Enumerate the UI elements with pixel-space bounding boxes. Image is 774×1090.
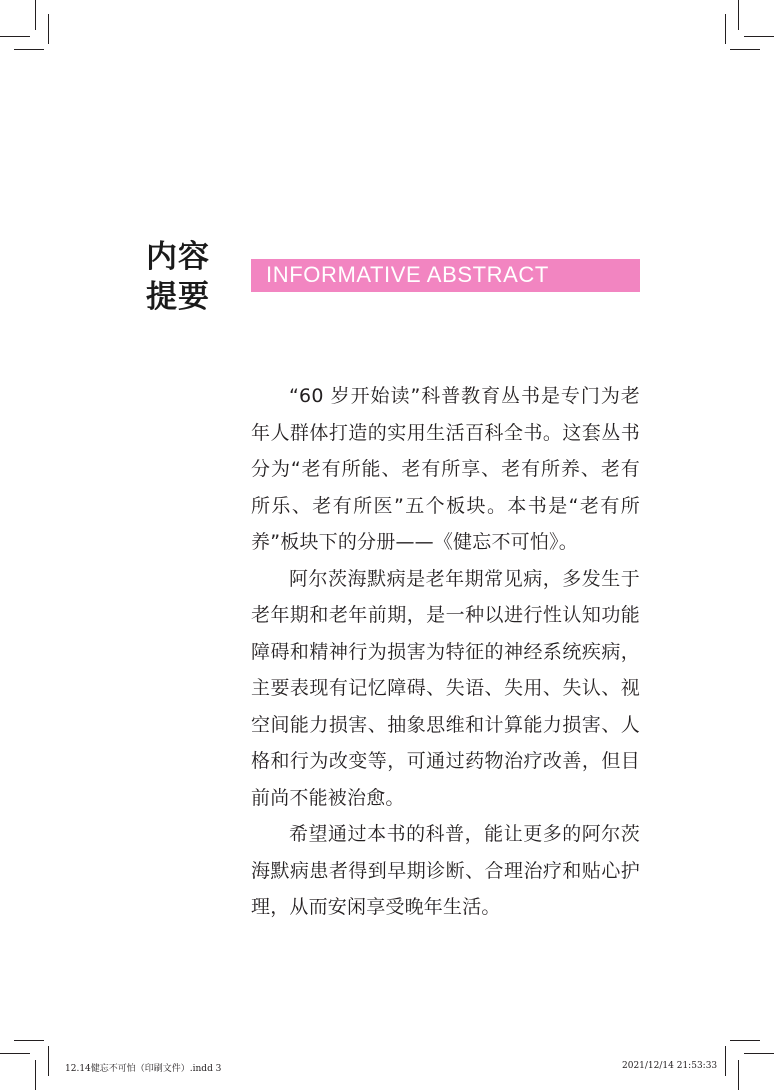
crop-mark bbox=[0, 36, 30, 37]
crop-mark bbox=[48, 14, 49, 44]
print-slug-date: 2021/12/14 21:53:33 bbox=[622, 1061, 718, 1071]
abstract-body bbox=[251, 378, 640, 926]
crop-mark bbox=[725, 1046, 726, 1076]
crop-mark bbox=[730, 1040, 760, 1041]
abstract-title-bar bbox=[251, 259, 640, 292]
crop-mark bbox=[48, 1046, 49, 1076]
section-heading bbox=[146, 237, 216, 317]
crop-mark bbox=[738, 1060, 739, 1090]
crop-mark bbox=[0, 1053, 30, 1054]
crop-mark bbox=[14, 49, 44, 50]
paragraph: 阿尔茨海默病是老年期常见病，多发生于老年期和老年前期，是一种以进行性认知功能障碍和精神行为损害为特征的神经系统疾病，主要表现有记忆障碍、失语、失用、失认、视空间能力损害、抽象思维和计算能力损害、人格和行为改变等，可通过药物治疗改善，但目前尚不能被治愈。 bbox=[251, 567, 640, 809]
crop-mark bbox=[35, 0, 36, 30]
crop-mark bbox=[14, 1040, 44, 1041]
crop-mark bbox=[725, 14, 726, 44]
heading-line-2: 提要 bbox=[146, 279, 210, 315]
paragraph: 希望通过本书的科普，能让更多的阿尔茨海默病患者得到早期诊断、合理治疗和贴心护理，从而安闲享受晚年生活。 bbox=[251, 823, 640, 918]
crop-mark bbox=[730, 49, 760, 50]
crop-mark bbox=[744, 1053, 774, 1054]
crop-mark bbox=[738, 0, 739, 30]
print-slug-file: 12.14健忘不可怕（印刷文件）.indd 3 bbox=[65, 1064, 222, 1074]
crop-mark bbox=[744, 36, 774, 37]
abstract-title: INFORMATIVE ABSTRACT bbox=[266, 262, 549, 287]
heading-line-1: 内容 bbox=[146, 239, 210, 275]
paragraph: “60 岁开始读”科普教育丛书是专门为老年人群体打造的实用生活百科全书。这套丛书分为“老有所能、老有所享、老有所养、老有所乐、老有所医”五个板块。本书是“老有所养”板块下的分册——《健忘不可怕》。 bbox=[251, 385, 640, 553]
crop-mark bbox=[35, 1060, 36, 1090]
